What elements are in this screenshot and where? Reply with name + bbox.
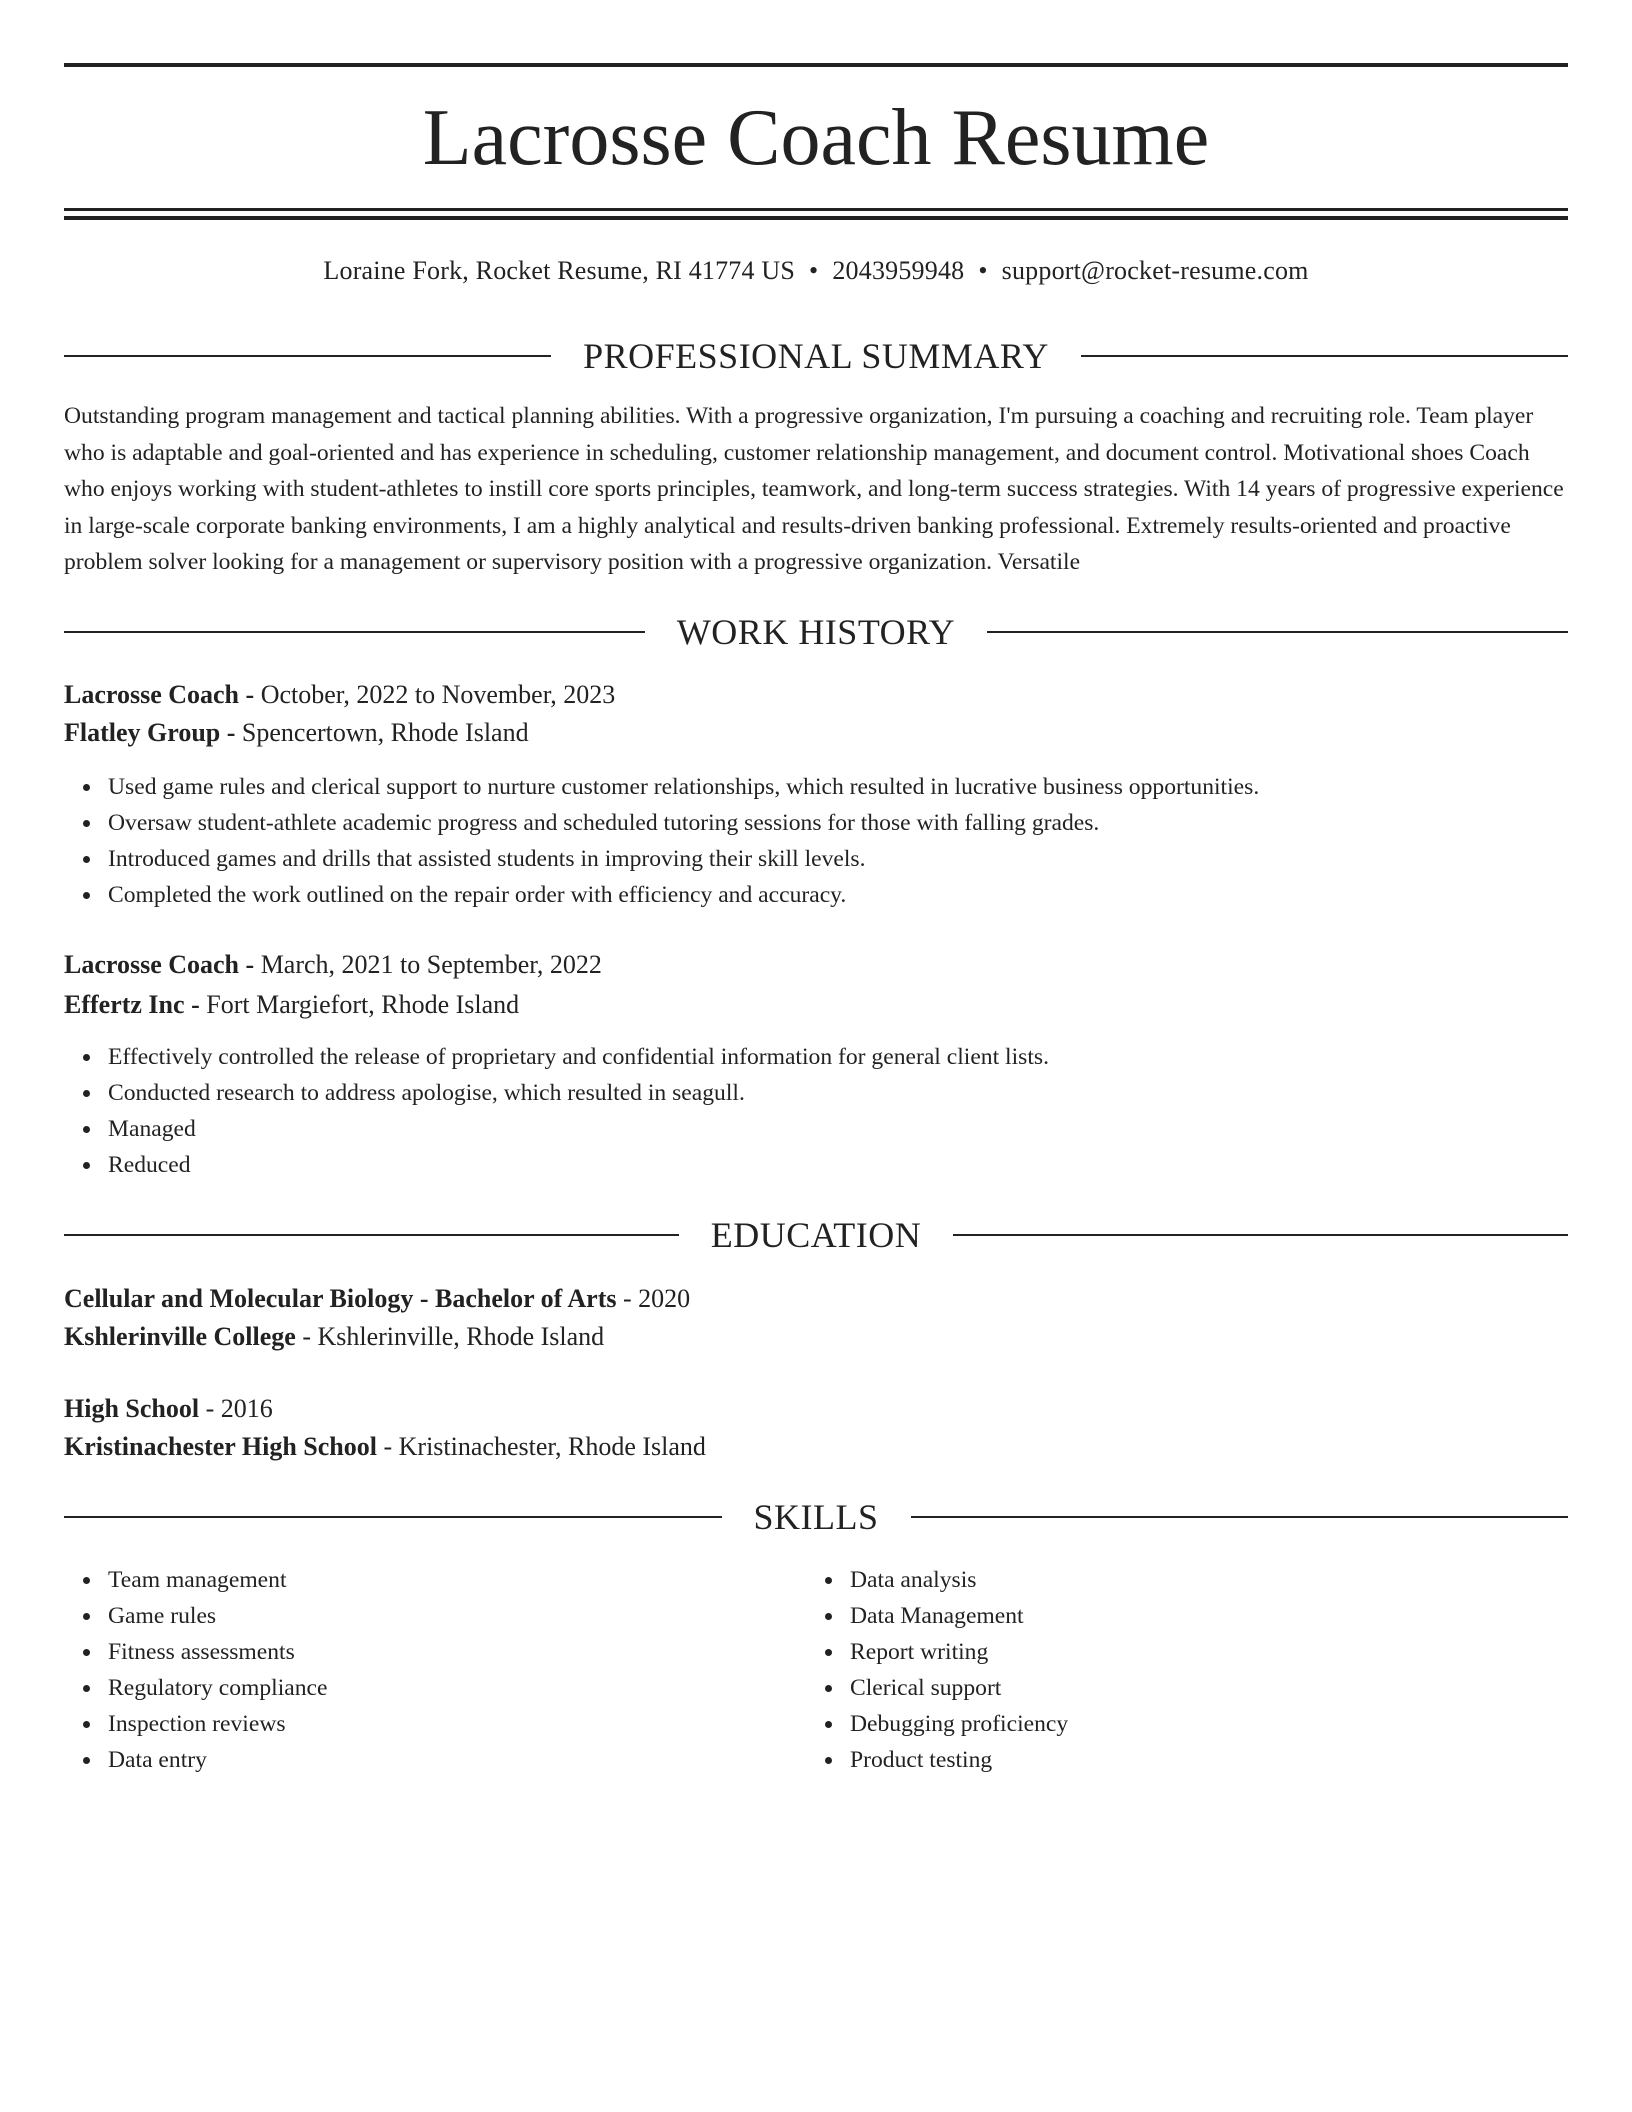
list-item: Effectively controlled the release of proprietary and confidential information for general client lists. <box>64 1039 1049 1075</box>
education-school: Kshlerinville College <box>64 1322 296 1351</box>
page-title: Lacrosse Coach Resume <box>422 94 1210 182</box>
job-role: Lacrosse Coach <box>64 680 240 709</box>
job-company: Flatley Group <box>64 718 221 747</box>
job-dates: October, 2022 to November, 2023 <box>260 680 616 709</box>
skills-heading-label: SKILLS <box>753 1497 879 1537</box>
contact-separator: • <box>978 256 988 285</box>
job-duties-list <box>64 769 1259 913</box>
education-heading-label: EDUCATION <box>710 1215 922 1255</box>
list-item: Managed <box>64 1111 1049 1147</box>
job-location: Fort Margiefort, Rhode Island <box>206 990 520 1019</box>
skills-section-heading <box>64 1495 1568 1539</box>
job-company-line: Effertz Inc - Fort Margiefort, Rhode Island <box>64 990 520 1019</box>
skill-item: Inspection reviews <box>64 1706 327 1742</box>
heading-rule-right <box>953 1234 1568 1236</box>
job-role: Lacrosse Coach <box>64 950 240 979</box>
skill-item: Game rules <box>64 1598 327 1634</box>
list-item: Used game rules and clerical support to nurture customer relationships, which resulted in lucrative business opportunities. <box>64 769 1259 805</box>
list-item: Introduced games and drills that assisted students in improving their skill levels. <box>64 841 1259 877</box>
job-duties-list <box>64 1039 1049 1183</box>
job-title-line: Lacrosse Coach - March, 2021 to September, 2022 <box>64 950 602 979</box>
skill-item: Fitness assessments <box>64 1634 327 1670</box>
contact-address: Loraine Fork, Rocket Resume, RI 41774 US <box>323 256 796 285</box>
education-year: 2020 <box>638 1284 691 1313</box>
list-item: Oversaw student-athlete academic progress and scheduled tutoring sessions for those with falling grades. <box>64 805 1259 841</box>
list-item: Completed the work outlined on the repair order with efficiency and accuracy. <box>64 877 1259 913</box>
contact-phone: 2043959948 <box>832 256 965 285</box>
list-item: Conducted research to address apologise, which resulted in seagull. <box>64 1075 1049 1111</box>
title-top-rule <box>64 63 1568 67</box>
job-company-line: Flatley Group - Spencertown, Rhode Island <box>64 718 529 747</box>
education-location: Kristinachester, Rhode Island <box>398 1432 706 1461</box>
heading-rule-right <box>911 1516 1569 1518</box>
skill-item: Debugging proficiency <box>806 1706 1068 1742</box>
professional-summary-text: Outstanding program management and tactical planning abilities. With a progressive organization, I'm pursuing a coaching and recruiting role. Team player who is adaptable and goal-oriented and has experience in scheduling, customer relationship management, and document control. Motivational shoes Coach who enjoys working with student-athletes to instill core sports principles, teamwork, and long-term success strategies. With 14 years of progressive experience in large-scale corporate banking environments, I am a highly analytical and results-driven banking professional. Extremely results-oriented and proactive problem solver looking for a management or supervisory position with a progressive organization. Versatile <box>64 403 1564 576</box>
skill-item: Product testing <box>806 1742 1068 1778</box>
contact-separator: • <box>809 256 819 285</box>
heading-rule-right <box>1081 355 1568 357</box>
education-school-line: Kshlerinville College - Kshlerinville, Rhode Island <box>64 1322 605 1351</box>
job-company: Effertz Inc <box>64 990 185 1019</box>
list-item: Reduced <box>64 1147 1049 1183</box>
skill-item: Data analysis <box>806 1562 1068 1598</box>
skill-item: Clerical support <box>806 1670 1068 1706</box>
heading-rule-left <box>64 631 645 633</box>
contact-email: support@rocket-resume.com <box>1001 256 1309 285</box>
education-year: 2016 <box>220 1394 273 1423</box>
education-degree-line: High School - 2016 <box>64 1394 273 1423</box>
job-dates: March, 2021 to September, 2022 <box>260 950 602 979</box>
education-section-heading <box>64 1213 1568 1257</box>
skill-item: Report writing <box>806 1634 1068 1670</box>
education-degree-line: Cellular and Molecular Biology - Bachelor of Arts - 2020 <box>64 1284 691 1313</box>
heading-rule-left <box>64 355 551 357</box>
education-degree: Cellular and Molecular Biology - Bachelor of Arts <box>64 1284 617 1313</box>
title-bottom-rule-upper <box>64 208 1568 211</box>
skill-item: Data entry <box>64 1742 327 1778</box>
education-location: Kshlerinville, Rhode Island <box>317 1322 605 1351</box>
title-bottom-rule-lower <box>64 216 1568 220</box>
job-title-line: Lacrosse Coach - October, 2022 to November, 2023 <box>64 680 616 709</box>
heading-rule-left <box>64 1234 679 1236</box>
contact-line <box>64 253 1568 289</box>
work-section-heading <box>64 610 1568 654</box>
skills-list-left <box>64 1562 327 1778</box>
skill-item: Team management <box>64 1562 327 1598</box>
education-degree: High School <box>64 1394 200 1423</box>
heading-rule-left <box>64 1516 722 1518</box>
skill-item: Data Management <box>806 1598 1068 1634</box>
education-school-line: Kristinachester High School - Kristinachester, Rhode Island <box>64 1432 706 1461</box>
education-school: Kristinachester High School <box>64 1432 377 1461</box>
summary-heading-label: PROFESSIONAL SUMMARY <box>583 336 1049 376</box>
heading-rule-right <box>987 631 1568 633</box>
job-location: Spencertown, Rhode Island <box>241 718 529 747</box>
summary-section-heading <box>64 334 1568 378</box>
work-heading-label: WORK HISTORY <box>676 612 956 652</box>
skill-item: Regulatory compliance <box>64 1670 327 1706</box>
skills-list-right <box>806 1562 1068 1778</box>
